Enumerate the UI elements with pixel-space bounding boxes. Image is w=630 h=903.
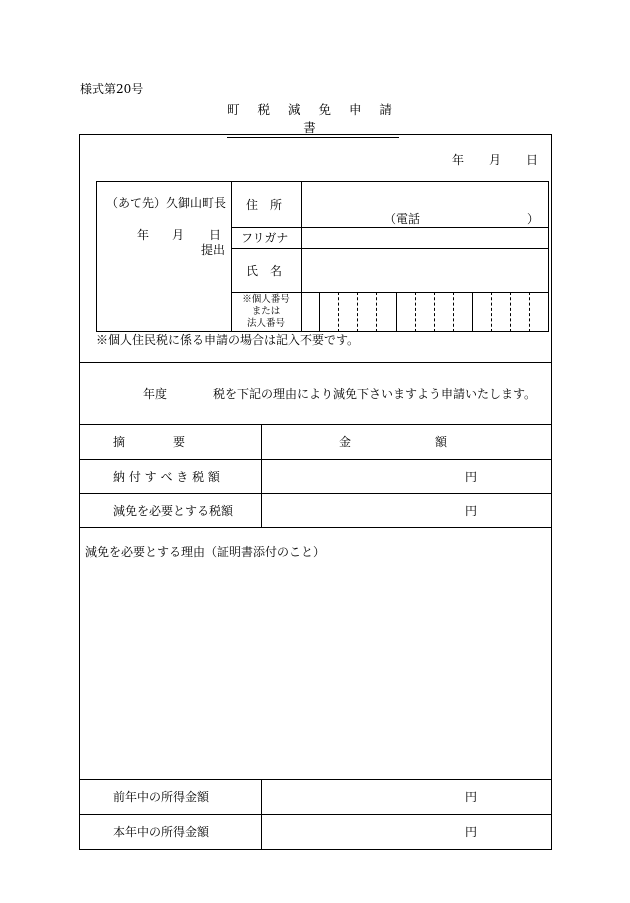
submit-day: 日 <box>209 228 222 242</box>
address-field[interactable] <box>302 182 548 226</box>
note: ※個人住民税に係る申請の場合は記入不要です。 <box>96 333 360 347</box>
tax-due-yen: 円 <box>465 470 478 484</box>
submit-year: 年 <box>137 228 150 242</box>
prev-year-income-field[interactable] <box>262 780 551 813</box>
date-year: 年 <box>452 153 465 167</box>
address-label: 住 所 <box>246 198 283 212</box>
tax-reduce-yen: 円 <box>465 504 478 518</box>
request-text: 税を下記の理由により減免下さいますよう申請いたします。 <box>213 387 537 401</box>
col-amount: 金 額 <box>339 435 448 449</box>
name-field[interactable] <box>302 249 548 291</box>
phone-label: （電話 <box>384 212 421 226</box>
row-tax-due: 納 付 す べ き 税 額 <box>113 470 220 484</box>
this-year-income: 本年中の所得金額 <box>113 825 210 839</box>
id-label-3: 法人番号 <box>246 318 285 329</box>
prev-year-income: 前年中の所得金額 <box>113 790 210 804</box>
row-tax-reduce: 減免を必要とする税額 <box>113 504 234 518</box>
tax-reduce-amount-field[interactable] <box>262 494 551 526</box>
reason-field[interactable] <box>82 562 549 776</box>
furigana-field[interactable] <box>302 228 548 247</box>
id-label-2: または <box>251 306 281 317</box>
date-month: 月 <box>489 153 502 167</box>
name-label: 氏 名 <box>246 264 283 278</box>
this-year-yen: 円 <box>465 825 478 839</box>
submit-month: 月 <box>172 228 185 242</box>
page-title: 町 税 減 免 申 請 書 <box>227 100 399 138</box>
submit-label: 提出 <box>201 243 226 257</box>
prev-year-yen: 円 <box>465 790 478 804</box>
fiscal-year-label: 年度 <box>143 387 168 401</box>
form-number: 様式第20号 <box>80 82 144 96</box>
tax-due-amount-field[interactable] <box>262 460 551 492</box>
addressee: （あて先）久御山町長 <box>106 196 227 210</box>
date-day: 日 <box>526 153 539 167</box>
reason-label: 減免を必要とする理由（証明書添付のこと） <box>85 545 326 559</box>
col-summary: 摘 要 <box>113 435 186 449</box>
phone-close: ） <box>527 212 540 226</box>
this-year-income-field[interactable] <box>262 815 551 848</box>
furigana-label: フリガナ <box>241 231 289 245</box>
id-label-1: ※個人番号 <box>242 294 290 305</box>
